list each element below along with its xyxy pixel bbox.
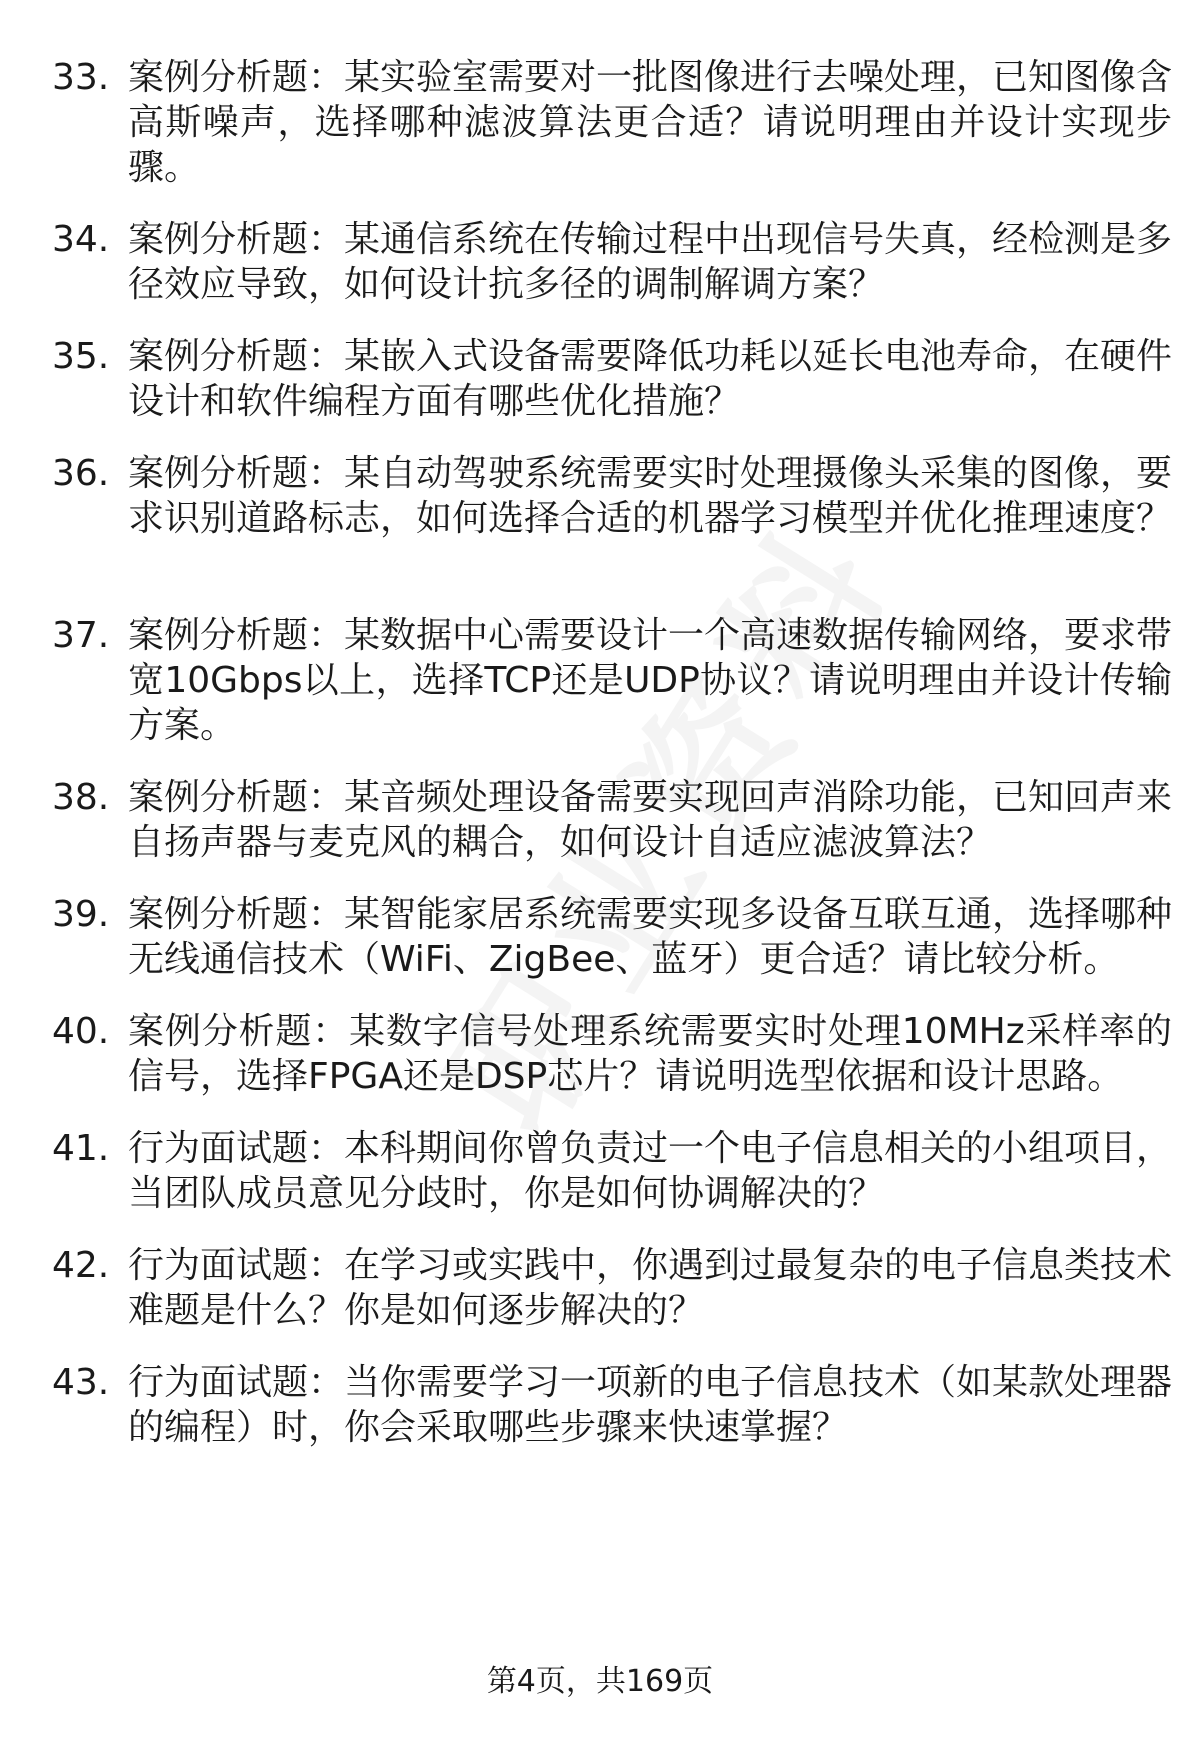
question-number: 37. [52,615,110,656]
question-text: 案例分析题：某音频处理设备需要实现回声消除功能，已知回声来自扬声器与麦克风的耦合，如何设计自适应滤波算法？ [128,777,1173,863]
question-text: 案例分析题：某数据中心需要设计一个高速数据传输网络，要求带宽10Gbps以上，选择TCP还是UDP协议？请说明理由并设计传输方案。 [128,615,1173,746]
question-text: 案例分析题：某数字信号处理系统需要实时处理10MHz采样率的信号，选择FPGA还是DSP芯片？请说明选型依据和设计思路。 [128,1011,1172,1097]
page-footer: 第4页，共169页 [486,1664,714,1699]
question-number: 33. [52,57,110,98]
question-number: 40. [52,1011,110,1052]
question-text: 案例分析题：某智能家居系统需要实现多设备互联互通，选择哪种无线通信技术（WiFi、ZigBee、蓝牙）更合适？请比较分析。 [128,894,1173,980]
question-text: 行为面试题：当你需要学习一项新的电子信息技术（如某款处理器的编程）时，你会采取哪些步骤来快速掌握？ [128,1362,1173,1448]
question-text: 案例分析题：某自动驾驶系统需要实时处理摄像头采集的图像，要求识别道路标志，如何选择合适的机器学习模型并优化推理速度？ [128,453,1173,539]
question-text: 案例分析题：某通信系统在传输过程中出现信号失真，经检测是多径效应导致，如何设计抗多径的调制解调方案？ [128,219,1173,305]
question-text: 案例分析题：某嵌入式设备需要降低功耗以延长电池寿命，在硬件设计和软件编程方面有哪些优化措施？ [128,336,1173,422]
question-number: 34. [52,219,110,260]
question-number: 36. [52,453,110,494]
question-number: 35. [52,336,110,377]
question-number: 39. [52,894,110,935]
question-number: 43. [52,1362,110,1403]
question-text: 行为面试题：本科期间你曾负责过一个电子信息相关的小组项目，当团队成员意见分歧时，你是如何协调解决的？ [128,1128,1173,1214]
question-number: 42. [52,1245,110,1286]
question-number: 38. [52,777,110,818]
question-number: 41. [52,1128,110,1169]
question-text: 行为面试题：在学习或实践中，你遇到过最复杂的电子信息类技术难题是什么？你是如何逐步解决的？ [128,1245,1173,1331]
question-text: 案例分析题：某实验室需要对一批图像进行去噪处理，已知图像含高斯噪声，选择哪种滤波算法更合适？请说明理由并设计实现步骤。 [128,57,1173,188]
